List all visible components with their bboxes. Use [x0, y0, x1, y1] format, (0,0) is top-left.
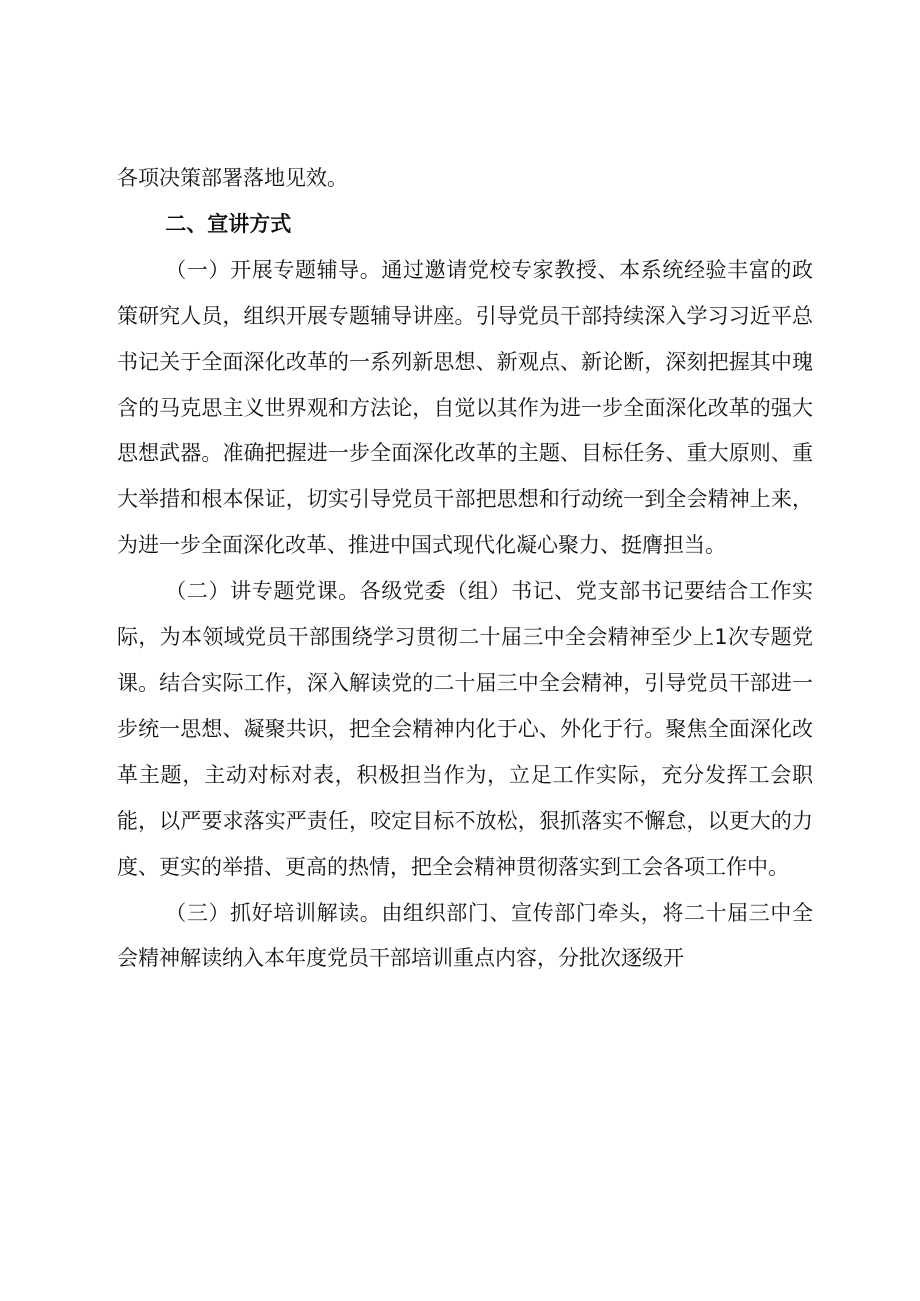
paragraph-item-3: （三）抓好培训解读。由组织部门、宣传部门牵头，将二十届三中全会精神解读纳入本年度党员干部培训重点内容，分批次逐级开 — [117, 900, 813, 971]
document-body — [117, 156, 813, 982]
section-heading: 二、宣讲方式 — [165, 211, 292, 236]
paragraph-item-1: （一）开展专题辅导。通过邀请党校专家教授、本系统经验丰富的政策研究人员，组织开展专题辅导讲座。引导党员干部持续深入学习习近平总书记关于全面深化改革的一系列新思想、新观点、新论断，深刻把握其中瑰含的马克思主义世界观和方法论，自觉以其作为进一步全面深化改革的强大思想武器。准确把握进一步全面深化改革的主题、目标任务、重大原则、重大举措和根本保证，切实引导党员干部把思想和行动统一到全会精神上来，为进一步全面深化改革、推进中国式现代化凝心聚力、挺膺担当。 — [117, 257, 813, 558]
paragraph-continuation: 各项决策部署落地见效。 — [117, 166, 348, 190]
paragraph-item-2: （二）讲专题党课。各级党委（组）书记、党支部书记要结合工作实际，为本领域党员干部围绕学习贯彻二十届三中全会精神至少上1次专题党课。结合实际工作，深入解读党的二十届三中全会精神，引导党员干部进一步统一思想、凝聚共识，把全会精神内化于心、外化于行。聚焦全面深化改革主题，主动对标对表，积极担当作为，立足工作实际，充分发挥工会职能，以严要求落实严责任，咬定目标不放松，狠抓落实不懈怠，以更大的力度、更实的举措、更高的热情，把全会精神贯彻落实到工会各项工作中。 — [117, 579, 813, 879]
